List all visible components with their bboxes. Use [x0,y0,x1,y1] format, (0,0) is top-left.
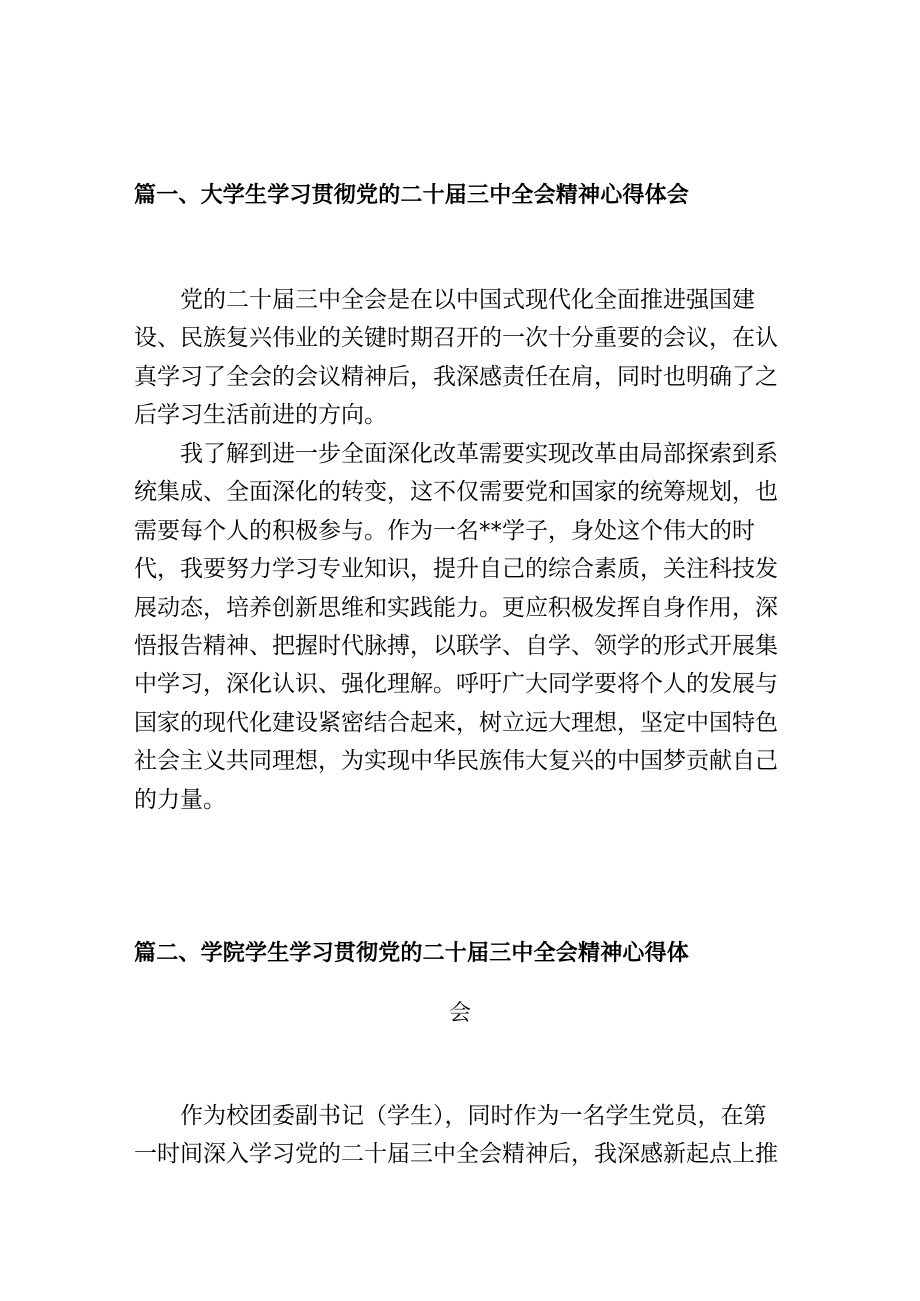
paragraph-line: 党的二十届三中全会是在以中国式现代化全面推进强国建 [180,287,755,313]
paragraph-line: 一时间深入学习党的二十届三中全会精神后，我深感新起点上推 [134,1141,778,1168]
paragraph-line: 作为校团委副书记（学生），同时作为一名学生党员，在第 [180,1103,767,1129]
paragraph-line: 中学习，深化认识、强化理解。呼吁广大同学要将个人的发展与 [134,671,778,698]
section1-paragraph-2 [134,435,786,819]
paragraph-line: 展动态，培养创新思维和实践能力。更应积极发挥自身作用，深 [134,594,778,621]
paragraph-line: 需要每个人的积极参与。作为一名**学子，身处这个伟大的时 [134,517,755,544]
section2-title-continuation: 会 [448,1001,471,1026]
section2-paragraph-1 [134,1097,786,1174]
paragraph-line: 后学习生活前进的方向。 [134,402,387,429]
paragraph-line: 设、民族复兴伟业的关键时期召开的一次十分重要的会议，在认 [134,325,778,352]
section1-title: 篇一、大学生学习贯彻党的二十届三中全会精神心得体会 [134,183,690,208]
paragraph-line: 我了解到进一步全面深化改革需要实现改革由局部探索到系 [180,441,778,467]
paragraph-line: 真学习了全会的会议精神后，我深感责任在肩，同时也明确了之 [134,363,778,390]
paragraph-line: 的力量。 [134,786,226,813]
paragraph-line: 代，我要努力学习专业知识，提升自己的综合素质，关注科技发 [134,556,778,583]
paragraph-line: 统集成、全面深化的转变，这不仅需要党和国家的统筹规划，也 [134,479,778,506]
paragraph-line: 悟报告精神、把握时代脉搏，以联学、自学、领学的形式开展集 [134,632,778,659]
paragraph-line: 国家的现代化建设紧密结合起来，树立远大理想，坚定中国特色 [134,709,778,736]
section1-paragraph-1 [134,281,786,435]
section2-title: 篇二、学院学生学习贯彻党的二十届三中全会精神心得体 [134,941,690,966]
paragraph-line: 社会主义共同理想，为实现中华民族伟大复兴的中国梦贡献自己 [134,748,778,775]
